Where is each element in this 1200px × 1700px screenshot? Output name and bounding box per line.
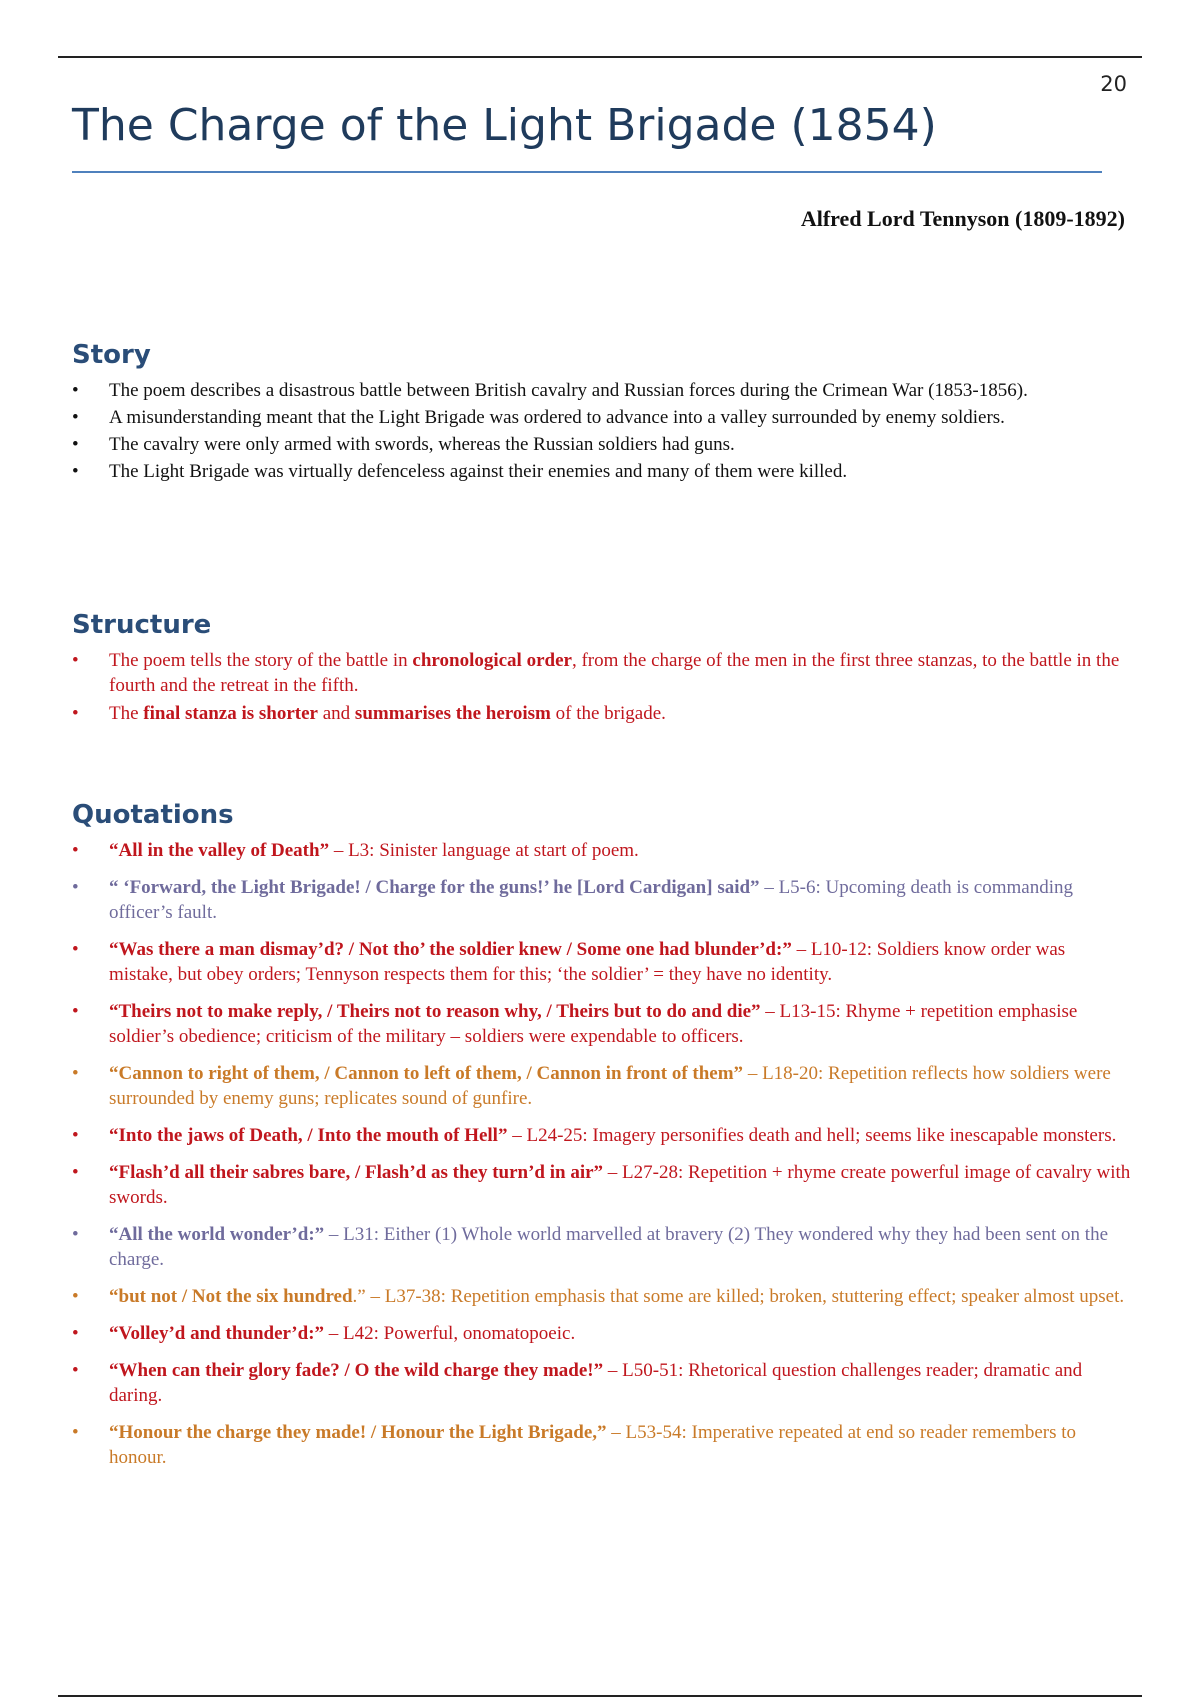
quotations-list (72, 838, 1132, 1470)
quotation-item: • “Honour the charge they made! / Honour the Light Brigade,” – L53-54: Imperative repeated at end so reader remembers to honour. (72, 1422, 1077, 1468)
page-number: 20 (1100, 72, 1127, 96)
bullet-icon: • (72, 407, 79, 428)
story-item: • A misunderstanding meant that the Light Brigade was ordered to advance into a valley surrounded by enemy soldiers. (72, 407, 1005, 428)
quotation-item: • “When can their glory fade? / O the wild charge they made!” – L50-51: Rhetorical question challenges reader; dramatic and daring. (72, 1360, 1083, 1406)
bullet-icon: • (72, 1063, 79, 1084)
author-line: Alfred Lord Tennyson (1809-1892) (800, 206, 1125, 231)
structure-section (72, 610, 1132, 729)
bullet-icon: • (72, 939, 79, 960)
story-list (72, 378, 1132, 484)
bullet-icon: • (72, 703, 79, 724)
title-underline (72, 171, 1102, 173)
quotation-item: • “Cannon to right of them, / Cannon to left of them, / Cannon in front of them” – L18-20: Repetition reflects how soldiers were surrounded by enemy guns; replicates sound of gunfire. (72, 1063, 1111, 1109)
bullet-icon: • (72, 1360, 79, 1381)
bullet-icon: • (72, 1125, 79, 1146)
story-item: • The cavalry were only armed with swords, whereas the Russian soldiers had guns. (72, 434, 735, 455)
bullet-icon: • (72, 1001, 79, 1022)
bullet-icon: • (72, 434, 79, 455)
bullet-icon: • (72, 1224, 79, 1245)
quotation-item: • “ ‘Forward, the Light Brigade! / Charge for the guns!’ he [Lord Cardigan] said” – L5-6: Upcoming death is commanding officer’s fault. (72, 877, 1074, 923)
quotation-item: • “Volley’d and thunder’d:” – L42: Powerful, onomatopoeic. (72, 1323, 576, 1344)
page-title: The Charge of the Light Brigade (1854) (72, 100, 937, 151)
quotation-item: • “Flash’d all their sabres bare, / Flash’d as they turn’d in air” – L27-28: Repetition + rhyme create powerful image of cavalry with swords. (72, 1162, 1131, 1208)
bullet-icon: • (72, 1323, 79, 1344)
story-item: • The Light Brigade was virtually defenceless against their enemies and many of them were killed. (72, 461, 848, 482)
top-rule (58, 56, 1142, 58)
quotation-item: • “All the world wonder’d:” – L31: Either (1) Whole world marvelled at bravery (2) They wondered why they had been sent on the charge. (72, 1224, 1109, 1270)
bottom-rule (58, 1695, 1142, 1697)
bullet-icon: • (72, 1422, 79, 1443)
quotation-item: • “All in the valley of Death” – L3: Sinister language at start of poem. (72, 840, 639, 861)
quotations-section (72, 800, 1132, 1482)
bullet-icon: • (72, 840, 79, 861)
quotations-heading: Quotations (72, 800, 234, 830)
quotation-item: • “Into the jaws of Death, / Into the mouth of Hell” – L24-25: Imagery personifies death and hell; seems like inescapable monsters. (72, 1125, 1117, 1146)
bullet-icon: • (72, 461, 79, 482)
structure-list (72, 648, 1132, 726)
quotation-item: • “but not / Not the six hundred.” – L37-38: Repetition emphasis that some are killed; broken, stuttering effect; speaker almost upset. (72, 1286, 1125, 1307)
structure-heading: Structure (72, 610, 212, 640)
bullet-icon: • (72, 1162, 79, 1183)
bullet-icon: • (72, 650, 79, 671)
story-item: • The poem describes a disastrous battle between British cavalry and Russian forces during the Crimean War (1853-1856). (72, 380, 1028, 401)
quotation-item: • “Theirs not to make reply, / Theirs not to reason why, / Theirs but to do and die” – L13-15: Rhyme + repetition emphasise soldier’s obedience; criticism of the military – soldiers were expendable to officers. (72, 1001, 1078, 1047)
structure-item: • The final stanza is shorter and summarises the heroism of the brigade. (72, 703, 666, 724)
quotation-item: • “Was there a man dismay’d? / Not tho’ the soldier knew / Some one had blunder’d:” – L10-12: Soldiers know order was mistake, but obey orders; Tennyson respects them for this; ‘the soldier’ = they have no identity. (72, 939, 1066, 985)
story-section (72, 340, 1132, 486)
structure-item: • The poem tells the story of the battle in chronological order, from the charge of the men in the first three stanzas, to the battle in the fourth and the retreat in the fifth. (72, 650, 1120, 696)
bullet-icon: • (72, 380, 79, 401)
story-heading: Story (72, 340, 151, 370)
bullet-icon: • (72, 877, 79, 898)
bullet-icon: • (72, 1286, 79, 1307)
